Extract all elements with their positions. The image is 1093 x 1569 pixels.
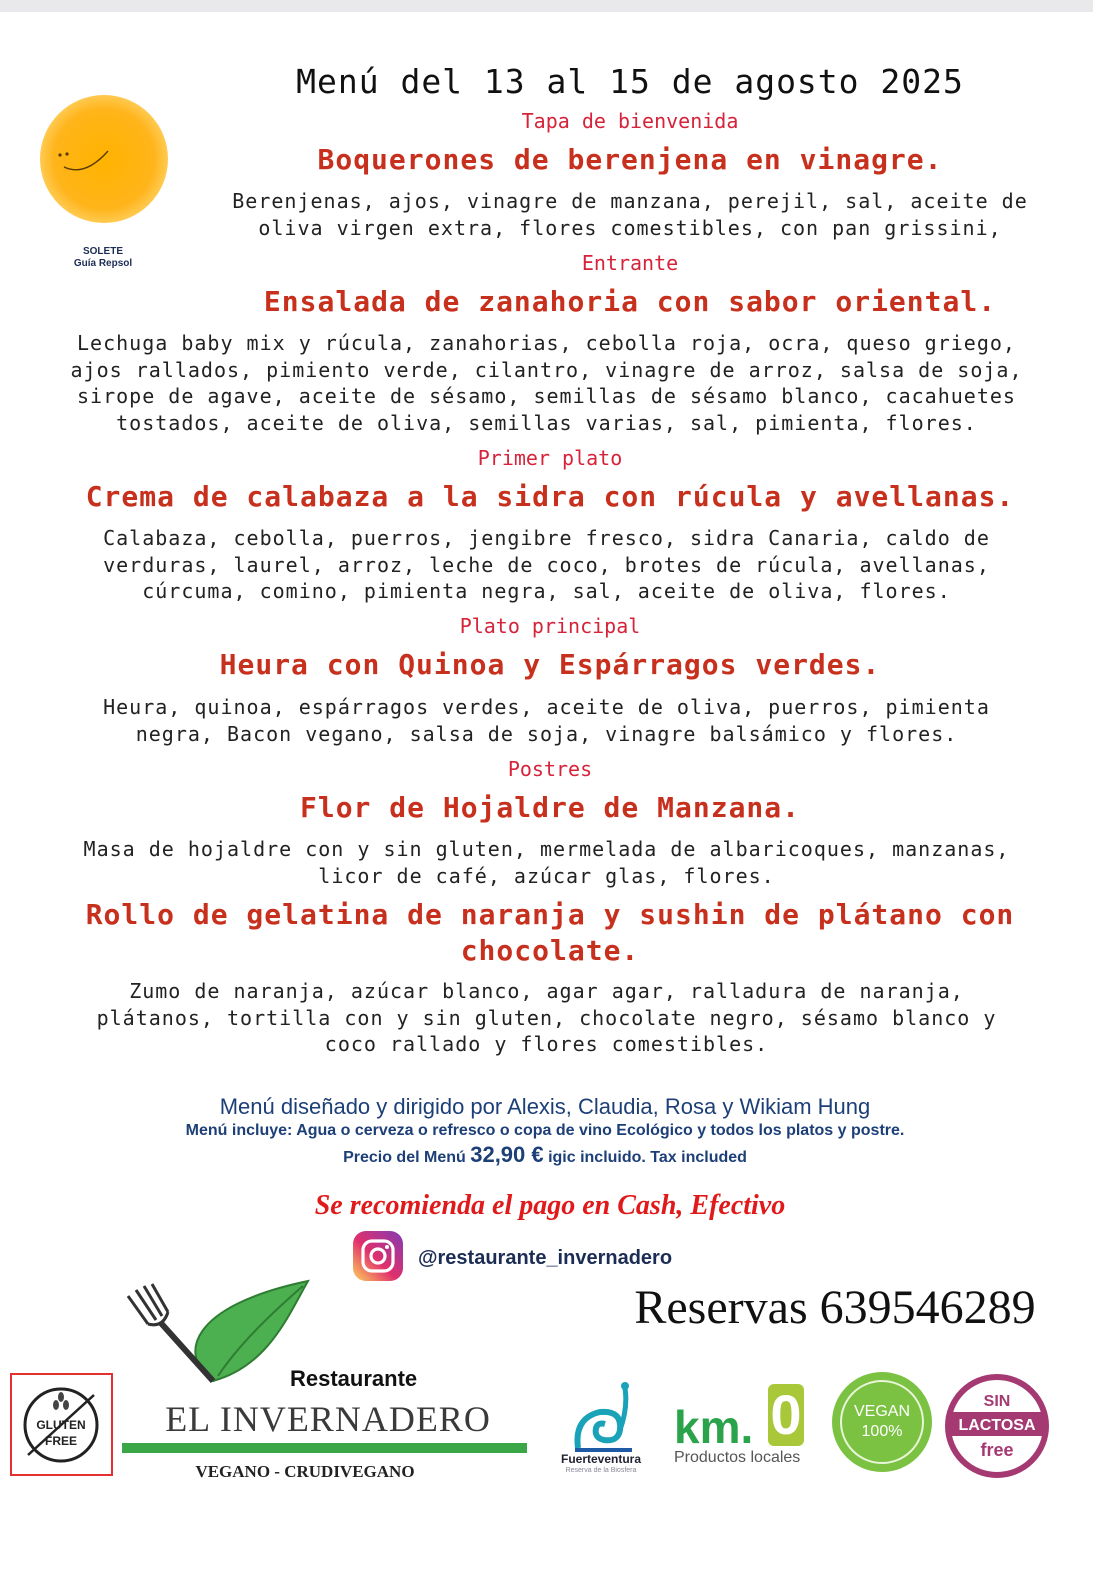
credits-includes: Menú incluye: Agua o cerveza o refresco o copa de vino Ecológico y todos los platos y postre. [185, 1122, 905, 1139]
km-zero-digit: 0 [770, 1383, 802, 1446]
dish-description-tapa [180, 188, 1080, 241]
instagram-link[interactable] [352, 1232, 672, 1284]
dish-description-entrante [10, 330, 1083, 436]
dish-description-postre-1 [10, 836, 1083, 889]
free-label: free [980, 1440, 1014, 1460]
gluten-free-badge [10, 1373, 113, 1476]
reservations-phone[interactable]: Reservas 639546289 [634, 1281, 1036, 1334]
fuerteventura-label: Fuerteventura [560, 1452, 642, 1466]
description-line: sirope de agave, aceite de sésamo, semillas de sésamo blanco, cacahuetes [77, 384, 1016, 408]
section-label-primer-plato: Primer plato [477, 446, 623, 470]
dish-title-entrante: Ensalada de zanahoria con sabor oriental. [263, 285, 997, 318]
page-title: Menú del 13 al 15 de agosto 2025 [296, 62, 964, 101]
dish-description-primer-plato [10, 525, 1083, 605]
description-line: tostados, aceite de oliva, semillas varias, sal, pimienta, flores. [116, 410, 977, 435]
section-label-postres: Postres [507, 757, 593, 781]
payment-recommendation: Se recomienda el pago en Cash, Efectivo [314, 1190, 786, 1221]
sun-face-icon [40, 95, 168, 223]
dish-title-line: chocolate. [460, 934, 640, 967]
dish-description-plato-principal [10, 694, 1083, 747]
vegan-percent: 100% [861, 1423, 903, 1440]
description-line: licor de café, azúcar glas, flores. [318, 863, 775, 888]
instagram-icon [352, 1230, 404, 1286]
dish-title-primer-plato: Crema de calabaza a la sidra con rúcula y avellanas. [85, 480, 1015, 513]
description-line: oliva virgen extra, flores comestibles, con pan grissini, [258, 215, 1002, 240]
description-line: Calabaza, cebolla, puerros, jengibre fresco, sidra Canaria, caldo de [103, 526, 990, 550]
vegan-badge-text [840, 1380, 924, 1464]
gluten-free-icon [12, 1375, 111, 1474]
credits-designed: Menú diseñado y dirigido por Alexis, Claudia, Rosa y Wikiam Hung [219, 1094, 871, 1119]
description-line: cúrcuma, comino, pimienta negra, sal, aceite de oliva, flores. [142, 579, 951, 603]
sun-icon [40, 95, 168, 223]
dish-title-line: Rollo de gelatina de naranja y sushin de plátano con [85, 898, 1015, 931]
price-value: 32,90 € [470, 1142, 544, 1167]
dish-title-plato-principal: Heura con Quinoa y Espárragos verdes. [219, 648, 881, 681]
section-label-plato-principal: Plato principal [459, 614, 641, 638]
price-suffix: igic incluido. Tax included [548, 1149, 747, 1166]
description-line: Lechuga baby mix y rúcula, zanahorias, cebolla roja, ocra, queso griego, [77, 331, 1016, 355]
section-label-entrante: Entrante [581, 251, 679, 275]
free-label: FREE [44, 1434, 78, 1448]
top-bar [0, 0, 1093, 12]
dish-title-postre-2 [20, 897, 1080, 969]
dish-description-postre-2 [10, 978, 1083, 1058]
gluten-label: GLUTEN [36, 1418, 86, 1432]
description-line: coco rallado y flores comestibles. [324, 1032, 769, 1056]
sin-label: SIN [983, 1393, 1011, 1410]
section-label-tapa: Tapa de bienvenida [521, 109, 739, 133]
dish-title-tapa: Boquerones de berenjena en vinagre. [317, 143, 943, 176]
description-line: Berenjenas, ajos, vinagre de manzana, perejil, sal, aceite de [232, 189, 1028, 213]
description-line: Masa de hojaldre con y sin gluten, mermelada de albaricoques, manzanas, [83, 837, 1010, 861]
restaurant-label: Restaurante [290, 1366, 418, 1391]
solete-badge [40, 246, 166, 270]
description-line: ajos rallados, pimiento verde, cilantro, vinagre de arroz, salsa de soja, [70, 357, 1023, 382]
restaurant-tagline: VEGANO - CRUDIVEGANO [195, 1462, 415, 1481]
description-line: negra, Bacon vegano, salsa de soja, vinagre balsámico y flores. [135, 721, 958, 746]
km-label: km. [674, 1401, 754, 1453]
fuerteventura-sub-label: Reserva de la Biosfera [565, 1467, 637, 1474]
divider [122, 1443, 527, 1453]
lactosa-label: LACTOSA [958, 1417, 1036, 1434]
description-line: Zumo de naranja, azúcar blanco, agar agar, ralladura de naranja, [129, 979, 964, 1003]
price-prefix: Precio del Menú [343, 1149, 466, 1166]
lactose-free-icon [951, 1380, 1043, 1472]
fuerteventura-snail-icon [570, 1378, 640, 1458]
instagram-handle[interactable]: @restaurante_invernadero [418, 1246, 673, 1269]
price-line [60, 1142, 1030, 1168]
solete-label: SOLETE [82, 246, 123, 257]
dish-title-postre-1: Flor de Hojaldre de Manzana. [299, 791, 800, 824]
guia-repsol-label: Guía Repsol [73, 258, 133, 269]
lactose-free-badge [945, 1374, 1049, 1478]
km-sub-label: Productos locales [674, 1449, 801, 1466]
restaurant-name: EL INVERNADERO [165, 1399, 491, 1439]
description-line: Heura, quinoa, espárragos verdes, aceite de oliva, puerros, pimienta [103, 695, 990, 719]
description-line: verduras, laurel, arroz, leche de coco, brotes de rúcula, avellanas, [103, 552, 990, 577]
vegan-label: VEGAN [853, 1403, 910, 1420]
fork-leaf-logo-icon [118, 1276, 318, 1390]
description-line: plátanos, tortilla con y sin gluten, chocolate negro, sésamo blanco y [96, 1005, 997, 1030]
